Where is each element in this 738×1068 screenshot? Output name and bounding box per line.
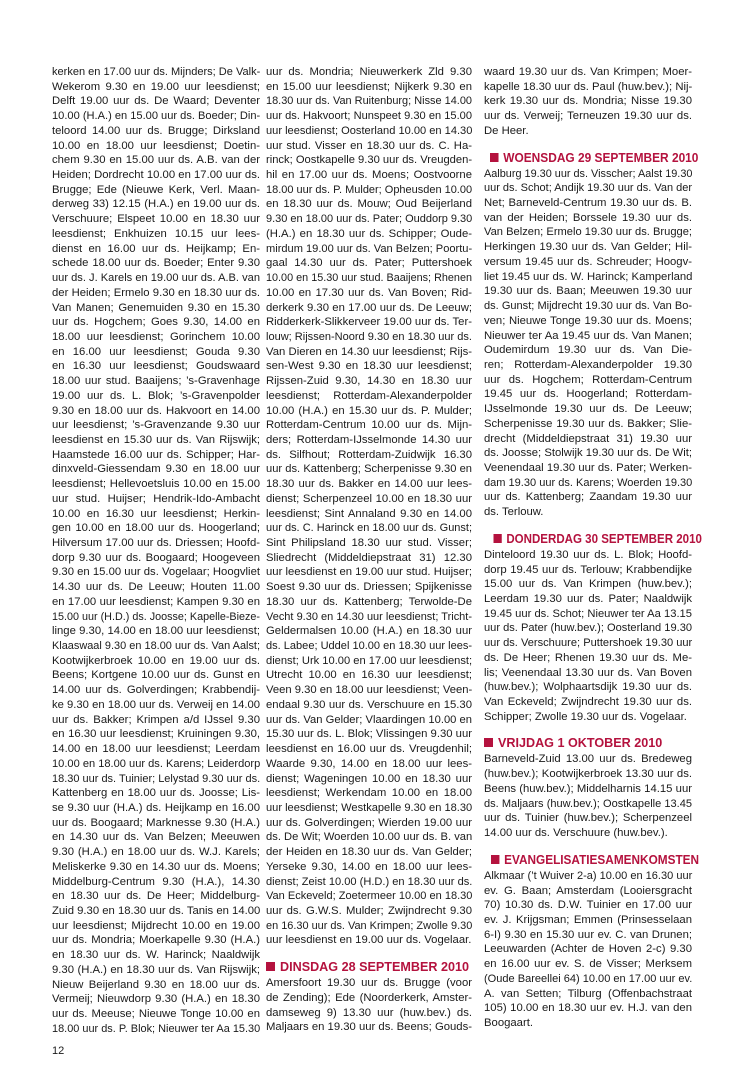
section-heading-text: WOENSDAG 29 SEPTEMBER 2010 [503, 150, 699, 165]
text-line: Barneveld-Zuid 13.00 uur ds. Bredeweg [484, 753, 692, 766]
text-line: gaal 14.30 uur ds. Pater; Puttershoek [266, 257, 472, 270]
text-line: A. van Setten; Tilburg (Offenbachstraat [484, 987, 692, 1000]
text-line: 9.30 (H.A.) en 18.30 uur ds. Van Rijswijk; [52, 963, 260, 976]
text-line: derkerk 9.30 en 17.00 uur ds. De Leeuw; [266, 301, 472, 314]
text-line: 10.00 en 17.30 uur ds. Van Boven; Rid- [266, 286, 472, 299]
text-line: waard 19.30 uur ds. Van Krimpen; Moer- [484, 66, 692, 78]
text-line: 19.30 uur ds. Baan; Meeuwen 19.30 uur [484, 285, 692, 298]
text-line: 14.00 uur ds. Golverdingen; Krabbendij- [52, 684, 260, 697]
text-line: rinck; Oostkapelle 9.30 uur ds. Vreugden- [266, 154, 473, 167]
text-line: en 15.00 uur leesdienst; Nijkerk 9.30 en [266, 80, 472, 93]
text-line: (H.A.) en 18.30 uur ds. Schipper; Oude- [266, 227, 472, 240]
listing-paragraph [266, 976, 472, 1035]
text-line: Rijssen-Zuid 9.30, 14.30 en 18.30 uur [266, 375, 472, 388]
text-line: 19.00 uur ds. L. Blok; ’s-Gravenpolder [52, 389, 260, 402]
text-line: Van Manen; Genemuiden 9.30 en 15.30 [52, 301, 260, 314]
text-line: gen 10.00 en 18.00 uur ds. Hoogerland; [52, 522, 260, 535]
text-line: derweg 33) 12.15 (H.A.) en 19.00 uur ds. [52, 198, 260, 211]
text-line: 19.45 uur ds. Schot; Nieuwer ter Aa 13.15 [484, 607, 692, 620]
text-line: 14.00 en 18.00 uur leesdienst; Leerdam [52, 743, 260, 756]
text-line: Vermeij; Nieuwdorp 9.30 (H.A.) en 18.30 [52, 993, 260, 1006]
text-line: 10.00 (H.A.) en 15.00 uur ds. Boeder; Din- [52, 110, 261, 123]
text-line: ds. De Heer; Rhenen 19.30 uur ds. Me- [484, 651, 692, 664]
section-spacer [484, 139, 692, 150]
text-line: dorp 19.45 uur ds. Terlouw; Krabbendijke [484, 563, 692, 576]
text-line: (huw.bev.); Wolphaartsdijk 19.30 uur ds. [484, 681, 692, 694]
text-line: leesdienst en 16.00 uur ds. Vreugdenhil; [266, 743, 472, 756]
text-line: lis; Veenendaal 13.30 uur ds. Van Boven [484, 666, 692, 679]
section-heading [484, 735, 692, 752]
text-line: kapelle 18.30 uur ds. Paul (huw.bev.); Nij- [484, 80, 693, 93]
text-line: leesdienst; Enkhuizen 10.15 uur lees- [52, 227, 260, 240]
text-line: uur ds. Kattenberg; Zaandam 19.30 uur [484, 491, 692, 504]
text-line: en 18.30 uur ds. W. Harinck; Naaldwijk [52, 949, 260, 962]
text-line: 15.00 uur ds. Van Krimpen (huw.bev.); [484, 578, 692, 591]
section-heading-text: DONDERDAG 30 SEPTEMBER 2010 [506, 531, 702, 546]
text-line: 10.00 en 18.00 uur leesdienst; Doetin- [52, 139, 260, 152]
text-line: sen-West 9.30 en 18.30 uur leesdienst; [266, 360, 472, 373]
text-line: uur ds. Hogchem; Goes 9.30, 14.00 en [52, 316, 260, 329]
text-line: der Heiden en 18.30 uur ds. Van Gelder; [266, 846, 472, 859]
text-line: 18.30 uur ds. Bakker en 14.00 uur lees- [266, 478, 472, 491]
text-line: ev. J. Krijgsman; Emmen (Prinsesselaan [484, 913, 692, 926]
text-line: Delft 19.00 uur ds. De Waard; Deventer [52, 95, 260, 108]
section-heading-text: EVANGELISATIESAMENKOMSTEN [504, 852, 700, 867]
text-line: Brugge; Ede (Nieuwe Kerk, Verl. Maan- [52, 183, 260, 196]
text-line: 14.00 uur ds. Verschuure (huw.bev.). [484, 827, 668, 840]
text-line: 70) 10.30 ds. D.W. Tuinier en 17.00 uur [484, 899, 692, 912]
text-line: Scherpenisse 19.30 uur ds. Bakker; Slie- [484, 417, 692, 430]
text-line: Soest 9.30 uur ds. Driessen; Spijkenisse [266, 581, 472, 594]
text-line: IJsselmonde 19.30 uur ds. De Leeuw; [484, 403, 692, 416]
text-line: uur ds. C. Harinck en 18.00 uur ds. Gunst; [266, 522, 472, 535]
text-line: 19.45 uur ds. Hoogerland; Rotterdam- [484, 388, 692, 401]
text-line: Meliskerke 9.30 en 14.30 uur ds. Moens; [52, 860, 260, 873]
text-line: Van Eckeveld; Zwijndrecht 19.30 uur ds. [484, 696, 692, 709]
text-line: uur ds. Verschuure; Puttershoek 19.30 uur [484, 637, 693, 650]
section-spacer [484, 520, 692, 531]
text-line: versum 19.45 uur ds. Schreuder; Hoogv- [484, 255, 692, 268]
text-line: Maljaars en 19.30 uur ds. Beens; Gouds- [266, 1021, 472, 1034]
text-line: uur leesdienst en 19.00 uur ds. Vogelaar. [266, 934, 472, 947]
section-heading-text: DINSDAG 28 SEPTEMBER 2010 [280, 960, 469, 975]
text-line: (Oude Bareellei 64) 10.00 en 17.00 uur ev. [484, 972, 693, 985]
text-line: ds. Labee; Uddel 10.00 en 18.30 uur lees- [266, 640, 473, 653]
text-line: Van Eckeveld; Zoetermeer 10.00 en 18.30 [266, 890, 473, 903]
text-line: 9.30 en 15.00 uur ds. Vogelaar; Hoogvliet [52, 566, 260, 579]
text-line: leesdienst; Sint Annaland 9.30 en 14.00 [266, 507, 472, 520]
text-line: Yerseke 9.30, 14.00 en 18.00 uur lees- [266, 860, 472, 873]
text-line: en 14.30 uur ds. Van Belzen; Meeuwen [52, 831, 260, 844]
text-line: ds. Silfhout; Rotterdam-Zuidwijk 16.30 [266, 448, 472, 461]
text-line: Schipper; Zwolle 19.30 uur ds. Vogelaar. [484, 710, 687, 723]
text-line: Waarde 9.30, 14.00 en 18.00 uur lees- [266, 757, 472, 770]
text-line: ders; Rotterdam-IJsselmonde 14.30 uur [266, 433, 472, 446]
page-number: 12 [52, 1045, 65, 1057]
listing-paragraph [266, 65, 472, 948]
text-line: 18.00 uur stud. Baaijens; ’s-Gravenhage [52, 375, 260, 388]
text-line: ds. Gunst; Mijdrecht 19.30 uur ds. Van Bo- [484, 300, 692, 313]
text-line: Middelburg-Centrum 9.30 (H.A.), 14.30 [52, 875, 260, 888]
text-line: 14.30 uur ds. De Leeuw; Houten 11.00 [52, 581, 260, 594]
text-line: Veenendaal 19.30 uur ds. Pater; Werken- [484, 461, 692, 474]
text-line: Aalburg 19.30 uur ds. Visscher; Aalst 19.30 [484, 167, 693, 180]
text-line: Van Belzen; Ermelo 19.30 uur ds. Brugge; [484, 226, 692, 239]
text-line: Boogaart. [484, 1016, 533, 1029]
text-line: uur ds. Pater (huw.bev.); Oosterland 19.30 [484, 622, 693, 635]
text-line: Geldermalsen 10.00 (H.A.) en 18.30 uur [266, 625, 472, 638]
text-line: uur stud. Huijser; Hendrik-Ido-Ambacht [52, 492, 260, 505]
text-line: 9.30 en 18.00 uur ds. Hakvoort en 14.00 [52, 404, 260, 417]
text-line: dienst en 16.00 uur ds. Heijkamp; En- [52, 242, 260, 255]
listing-paragraph [484, 65, 692, 139]
text-line: ren; Rotterdam-Alexanderpolder 19.30 [484, 358, 692, 371]
text-line: 18.30 uur ds. Tuinier; Lelystad 9.30 uur ds. [52, 772, 261, 785]
square-bullet-icon [484, 738, 493, 747]
text-line: dam 19.30 uur ds. Karens; Woerden 19.30 [484, 476, 693, 489]
text-line: Van Dieren en 14.30 uur leesdienst; Rijs- [266, 345, 472, 358]
text-line: liet 19.45 uur ds. W. Harinck; Kamperland [484, 270, 693, 283]
text-line: uur ds. G.W.S. Mulder; Zwijndrecht 9.30 [266, 904, 472, 917]
section-spacer [266, 948, 472, 959]
text-line: uur ds. Bakker; Krimpen a/d IJssel 9.30 [52, 713, 260, 726]
text-line: 18.00 uur ds. P. Blok; Nieuwer ter Aa 15.30 [52, 1022, 261, 1035]
text-line: uur ds. J. Karels en 19.00 uur ds. A.B. van [52, 272, 260, 285]
text-line: en 16.30 uur ds. Van Krimpen; Zwolle 9.30 [266, 919, 473, 932]
section-heading-text: VRIJDAG 1 OKTOBER 2010 [498, 736, 663, 751]
listing-paragraph [484, 548, 692, 725]
text-line: ds. Maljaars (huw.bev.); Oostkapelle 13.45 [484, 797, 692, 810]
text-line: 9.30 en 18.00 uur ds. Pater; Ouddorp 9.30 [266, 213, 473, 226]
text-line: en 18.30 uur ds. De Heer; Middelburg- [52, 890, 260, 903]
square-bullet-icon [491, 855, 499, 864]
text-line: kerken en 17.00 uur ds. Mijnders; De Valk- [52, 66, 261, 78]
text-line: 18.00 uur ds. P. Mulder; Opheusden 10.00 [266, 183, 473, 196]
text-line: uur leesdienst; Westkapelle 9.30 en 18.30 [266, 801, 473, 814]
text-line: uur ds. Tuinier (huw.bev.); Scherpenzeel [484, 812, 692, 825]
text-line: uur leesdienst; Oosterland 10.00 en 14.30 [266, 124, 473, 137]
text-line: Nieuw Beijerland 9.30 en 18.00 uur ds. [52, 978, 260, 991]
text-line: Utrecht 10.00 en 16.30 uur leesdienst; [266, 669, 472, 682]
text-line: en 16.30 uur leesdienst; Goudswaard [52, 360, 260, 373]
listing-paragraph [484, 167, 692, 520]
square-bullet-icon [490, 153, 499, 162]
text-line: louw; Rijssen-Noord 9.30 en 18.30 uur ds. [266, 330, 472, 343]
text-line: leesdienst; Rotterdam-Alexanderpolder [266, 389, 472, 402]
text-line: dienst; Urk 10.00 en 17.00 uur leesdienst; [266, 654, 473, 667]
text-line: Dinteloord 19.30 uur ds. L. Blok; Hoofd- [484, 548, 692, 561]
text-line: en 16.30 uur leesdienst; Kruiningen 9.30, [52, 728, 260, 741]
text-line: de Zending); Ede (Noorderkerk, Amster- [266, 991, 472, 1004]
text-line: uur ds. Mondria; Moerkapelle 9.30 (H.A.) [52, 934, 260, 947]
text-line: se 9.30 uur (H.A.) ds. Heijkamp en 16.00 [52, 801, 260, 814]
text-line: teloord 14.00 uur ds. Brugge; Dirksland [52, 124, 260, 137]
text-line: Leeuwarden (Achter de Hoven 2-c) 9.30 [484, 943, 692, 956]
text-line: kerk 19.30 uur ds. Mondria; Nisse 19.30 [484, 95, 692, 108]
text-line: Sint Philipsland 18.30 uur stud. Visser; [266, 537, 472, 549]
text-line: ds. Joosse; Stolwijk 19.30 uur ds. De Wit; [484, 447, 692, 460]
text-line: uur ds. Hogchem; Rotterdam-Centrum [484, 373, 692, 386]
text-line: 9.30 (H.A.) en 18.00 uur ds. W.J. Karels; [52, 846, 260, 859]
text-line: Klaaswaal 9.30 en 18.00 uur ds. Van Aalst; [52, 640, 260, 653]
text-line: 6-I) 9.30 en 15.30 uur ev. C. van Drunen; [484, 928, 692, 941]
text-line: en 18.30 uur ds. Mouw; Oud Beijerland [266, 198, 472, 211]
text-line: ds. Terlouw. [484, 506, 544, 519]
text-column-3 [484, 65, 702, 1031]
listing-paragraph [52, 65, 260, 1036]
text-line: Net; Barneveld-Centrum 19.30 uur ds. B. [484, 197, 692, 210]
text-line: dienst; Scherpenzeel 10.00 en 18.30 uur [266, 492, 472, 505]
section-heading [494, 531, 702, 548]
text-line: van der Heiden; Borssele 19.30 uur ds. [484, 211, 692, 224]
text-line: Beens; Kortgene 10.00 uur ds. Gunst en [52, 669, 260, 682]
text-line: dorp 9.30 uur ds. Boogaard; Hoogeveen [52, 551, 260, 564]
text-line: Herkingen 19.30 uur ds. Van Gelder; Hil- [484, 241, 692, 254]
text-line: Beens (huw.bev.); Middelharnis 14.15 uur [484, 782, 692, 795]
text-line: Vecht 9.30 en 14.30 uur leesdienst; Tricht- [266, 610, 472, 623]
text-line: uur ds. Kattenberg; Scherpenisse 9.30 en [266, 463, 472, 476]
text-line: Kootwijkerbroek 10.00 en 19.00 uur ds. [52, 654, 260, 667]
text-line: leesdienst; Werkendam 10.00 en 18.00 [266, 787, 472, 800]
text-line: 18.30 uur ds. Van Ruitenburg; Nisse 14.00 [266, 95, 472, 108]
text-line: uur leesdienst; Mijdrecht 10.00 en 19.00 [52, 919, 260, 932]
text-line: Veen 9.30 en 18.00 uur leesdienst; Veen- [266, 684, 473, 697]
text-line: Rotterdam-Centrum 10.00 uur ds. Mijn- [266, 419, 472, 432]
text-line: 18.30 uur ds. Kattenberg; Terwolde-De [266, 595, 472, 608]
text-line: uur ds. Meeuse; Nieuwe Tonge 10.00 en [52, 1008, 260, 1020]
text-line: en 17.00 uur leesdienst; Kampen 9.30 en [52, 595, 260, 608]
text-line: Alkmaar (’t Wuiver 2-a) 10.00 en 16.30 uur [484, 869, 693, 882]
text-line: 10.00 en 18.00 uur ds. Karens; Leiderdorp [52, 757, 261, 770]
text-line: uur ds. Verweij; Terneuzen 19.30 uur ds. [484, 110, 692, 123]
text-line: uur stud. Visser en 18.30 uur ds. C. Ha- [266, 139, 472, 152]
text-line: 18.00 uur leesdienst; Gorinchem 10.00 [52, 330, 260, 343]
section-heading [490, 150, 698, 167]
text-line: Heiden; Dordrecht 10.00 en 17.00 uur ds. [52, 169, 260, 182]
text-line: ds. De Wit; Woerden 10.00 uur ds. B. van [266, 831, 473, 844]
text-line: leesdienst en 15.30 uur ds. Van Rijswijk; [52, 433, 260, 446]
listing-paragraph [484, 869, 692, 1031]
section-heading [491, 852, 699, 869]
text-column-1 [52, 65, 260, 1036]
text-line: 10.00 en 15.30 uur stud. Baaijens; Rhenen [266, 272, 472, 285]
text-line: uur leesdienst; ’s-Gravenzande 9.30 uur [52, 419, 260, 432]
text-line: schede 18.00 uur ds. Boeder; Enter 9.30 [52, 257, 260, 270]
text-line: 15.30 uur ds. L. Blok; Vlissingen 9.30 uur [266, 728, 472, 741]
text-line: damseweg 9) 13.30 uur (huw.bev.) ds. [266, 1006, 472, 1019]
text-line: Sliedrecht (Middeldiepstraat 31) 12.30 [266, 551, 472, 564]
text-line: Zuid 9.30 en 18.30 uur ds. Tanis en 14.00 [52, 904, 261, 917]
text-line: uur ds. Boogaard; Marknesse 9.30 (H.A.) [52, 816, 260, 829]
text-line: leesdienst; Hellevoetsluis 10.00 en 15.00 [52, 478, 260, 491]
text-line: Kattenberg en 18.00 uur ds. Joosse; Lis- [52, 787, 260, 800]
text-line: ven; Nieuwe Tonge 19.30 uur ds. Moens; [484, 314, 692, 327]
text-line: uur ds. Mondria; Nieuwerkerk Zld 9.30 [266, 66, 472, 78]
text-line: en 16.00 uur leesdienst; Gouda 9.30 [52, 345, 260, 358]
text-line: Amersfoort 19.30 uur ds. Brugge (voor [266, 977, 472, 990]
text-line: 15.00 uur (H.D.) ds. Joosse; Kapelle-Bieze- [52, 610, 260, 623]
text-line: dienst; Zeist 10.00 (H.D.) en 18.30 uur ds. [266, 875, 473, 888]
text-line: Oudemirdum 19.30 uur ds. Van Die- [484, 344, 692, 357]
text-line: endaal 9.30 uur ds. Verschuure en 15.30 [266, 698, 472, 711]
text-line: ke 9.30 en 18.00 uur ds. Verweij en 14.00 [52, 698, 260, 711]
text-line: uur ds. Van Gelder; Vlaardingen 10.00 en [266, 713, 472, 726]
square-bullet-icon [494, 534, 502, 543]
text-line: uur ds. Golverdingen; Wierden 19.00 uur [266, 816, 472, 829]
text-column-2 [266, 65, 472, 1035]
text-line: Leerdam 19.30 uur ds. Pater; Naaldwijk [484, 593, 692, 605]
text-line: De Heer. [484, 124, 529, 137]
text-line: hil en 17.00 uur ds. Moens; Oostvoorne [266, 169, 472, 182]
text-line: 105) 10.00 en 18.30 uur ev. H.J. van den [484, 1002, 692, 1015]
text-line: Haamstede 16.00 uur ds. Schipper; Har- [52, 448, 260, 461]
text-line: uur ds. Schot; Andijk 19.30 uur ds. Van der [484, 182, 692, 195]
text-line: Wekerom 9.30 en 19.00 uur leesdienst; [52, 80, 260, 93]
text-line: (huw.bev.); Kootwijkerbroek 13.30 uur ds. [484, 768, 692, 781]
text-line: mirdum 19.00 uur ds. Van Belzen; Poortu- [266, 242, 473, 255]
square-bullet-icon [266, 962, 275, 971]
text-line: drecht (Middeldiepstraat 31) 19.30 uur [484, 432, 692, 445]
text-line: linge 9.30, 14.00 en 18.00 uur leesdienst; [52, 625, 260, 638]
text-line: uur ds. Hakvoort; Nunspeet 9.30 en 15.00 [266, 110, 472, 123]
text-line: 10.00 (H.A.) en 15.30 uur ds. P. Mulder; [266, 404, 472, 417]
text-line: dinxveld-Giessendam 9.30 en 18.00 uur [52, 463, 260, 476]
section-spacer [484, 724, 692, 735]
text-line: der Heiden; Ermelo 9.30 en 18.30 uur ds. [52, 286, 260, 299]
text-line: 10.00 en 16.30 uur leesdienst; Herkin- [52, 507, 260, 520]
text-line: dienst; Wageningen 10.00 en 18.30 uur [266, 772, 472, 785]
section-spacer [484, 841, 692, 852]
text-line: Hilversum 17.00 uur ds. Driessen; Hoofd- [52, 537, 260, 549]
text-line: Ridderkerk-Slikkerveer 19.00 uur ds. Ter- [266, 316, 472, 329]
section-heading [266, 959, 472, 976]
text-line: Nieuwer ter Aa 19.45 uur ds. Van Manen; [484, 329, 692, 342]
text-line: Verschuure; Elspeet 10.00 en 18.30 uur [52, 213, 260, 226]
text-line: chem 9.30 en 15.00 uur ds. A.B. van der [52, 154, 260, 167]
listing-paragraph [484, 752, 692, 840]
text-line: en 16.00 uur ev. S. de Visser; Merksem [484, 958, 692, 971]
text-line: uur leesdienst en 19.00 uur stud. Huijser; [266, 566, 472, 579]
text-line: ev. G. Baan; Amsterdam (Looiersgracht [484, 884, 692, 897]
